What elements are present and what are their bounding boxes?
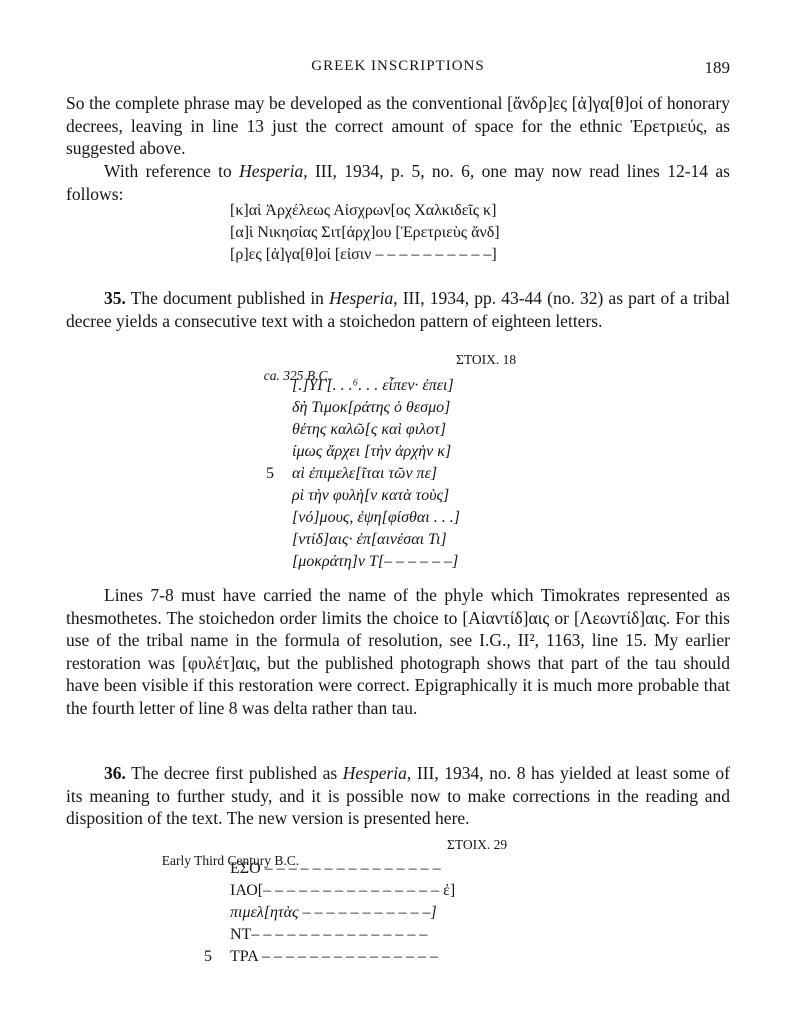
running-title: GREEK INSCRIPTIONS	[311, 58, 485, 74]
paragraph-hesperia-reference	[66, 160, 730, 205]
paragraph-text	[66, 160, 730, 205]
section-text	[66, 762, 730, 830]
running-header	[66, 58, 730, 80]
inscription-line: ΕΣΟ – – – – – – – – – – – – – – –	[230, 860, 441, 877]
line-number: 5	[204, 948, 212, 965]
text-suffix: , III, 1934, p. 5, no. 6, one may now read lines 12-14 as follows:	[66, 161, 730, 204]
journal-name: Hesperia	[342, 763, 407, 783]
paragraph-phyle-discussion	[66, 584, 730, 719]
line-number: 5	[266, 465, 274, 482]
inscription-line: [ντίδ]αις· ἐπ[αινέσαι Τι]	[292, 531, 447, 548]
inscription-line: ρὶ τὴν φυλὴ[ν κατὰ τοὺς]	[292, 487, 450, 504]
inscription-line: ΙΑΟ[– – – – – – – – – – – – – – – ἐ]	[230, 882, 456, 899]
paragraph-text: Lines 7-8 must have carried the name of the phyle which Timokrates represented as thesmothetes. The stoichedon order limits the choice to [Αἰαντίδ]αις or [Λεωντίδ]αις. For this use of the tribal name in the formula of resolution, see I.G., II², 1163, line 15. My earlier restoration was [φυλέτ]αις, but the published photograph shows that part of the tau should have been visible if this restoration were correct. Epigraphically it is much more probable that the fourth letter of line 8 was delta rather than tau.	[66, 585, 730, 718]
inscription-line: δὴ Τιμοκ[ράτης ὁ θεσμο]	[292, 399, 451, 416]
inscription-line: ΝΤ– – – – – – – – – – – – – – –	[230, 926, 428, 943]
inscription-line: [α]ὶ Νικησίας Σιτ[άρχ]ου [Ἐρετριεὺς ἄνδ]	[230, 224, 500, 241]
inscription-line: 5 αὶ ἐπιμελε[ῖται τῶν πε]	[292, 463, 460, 485]
inscription-line: θέτης καλῶ[ς καὶ φιλοτ]	[292, 421, 447, 438]
stoichedon-count: ΣΤΟΙΧ. 29	[447, 837, 508, 852]
inscription-line: [μοκράτη]ν Τ[– – – – – –]	[292, 553, 459, 570]
text-part: , III, 1934, no. 8 has yielded at least some of its meaning to further study, and it is possible now to make corrections in the reading and disposition of the text. The new version is presented here.	[66, 763, 730, 828]
inscription-date: ca. 325 B.C.	[263, 368, 331, 383]
inscription-line: [νό]μους, ἐψη[φίσθαι . . .]	[292, 509, 460, 526]
paragraph-conventional-phrase	[66, 92, 730, 160]
page-number: 189	[704, 58, 730, 77]
inscription-section-36	[204, 858, 456, 968]
inscription-line: 5 ΤΡΑ – – – – – – – – – – – – – – –	[230, 946, 455, 968]
section-number: 35.	[104, 288, 126, 308]
text-part: , III, 1934, pp. 43-44 (no. 32) as part of a tribal decree yields a consecutive text with a stoichedon pattern of eighteen letters.	[66, 288, 730, 331]
inscription-line: πιμελ[ητὰς – – – – – – – – – – –]	[230, 904, 437, 921]
inscription-line: ίμως ἄρχει [τὴν ἀρχὴν κ]	[292, 443, 452, 460]
section-text	[66, 287, 730, 332]
inscription-line: [.]ΥΓ[. . .⁶. . . εἶπεν· ἐπει]	[292, 377, 454, 394]
paragraph-text: So the complete phrase may be developed as the conventional [ἄνδρ]ες [ἀ]γα[θ]οί of honorary decrees, leaving in line 13 just the correct amount of space for the ethnic Ἐρετριεύς, as suggested above.	[66, 93, 730, 158]
section-number: 36.	[104, 763, 126, 783]
journal-name: Hesperia	[239, 161, 304, 181]
text-part: The document published in	[125, 288, 330, 308]
stoichedon-count: ΣΤΟΙΧ. 18	[456, 352, 517, 367]
inscription-lines-12-14	[230, 200, 500, 266]
section-35	[66, 287, 730, 332]
inscription-line: [κ]αὶ Ἀρχέλεως Αἰσχρων[ος Χαλκιδεῖς κ]	[230, 202, 497, 219]
inscription-line: [ρ]ες [ἀ]γα[θ]οί [εἰσιν – – – – – – – – – –]	[230, 246, 497, 263]
text-part: The decree first published as	[125, 763, 343, 783]
journal-name: Hesperia	[329, 288, 394, 308]
section-36	[66, 762, 730, 830]
text-prefix: With reference to	[104, 161, 240, 181]
inscription-date: Early Third Century B.C.	[161, 853, 300, 868]
